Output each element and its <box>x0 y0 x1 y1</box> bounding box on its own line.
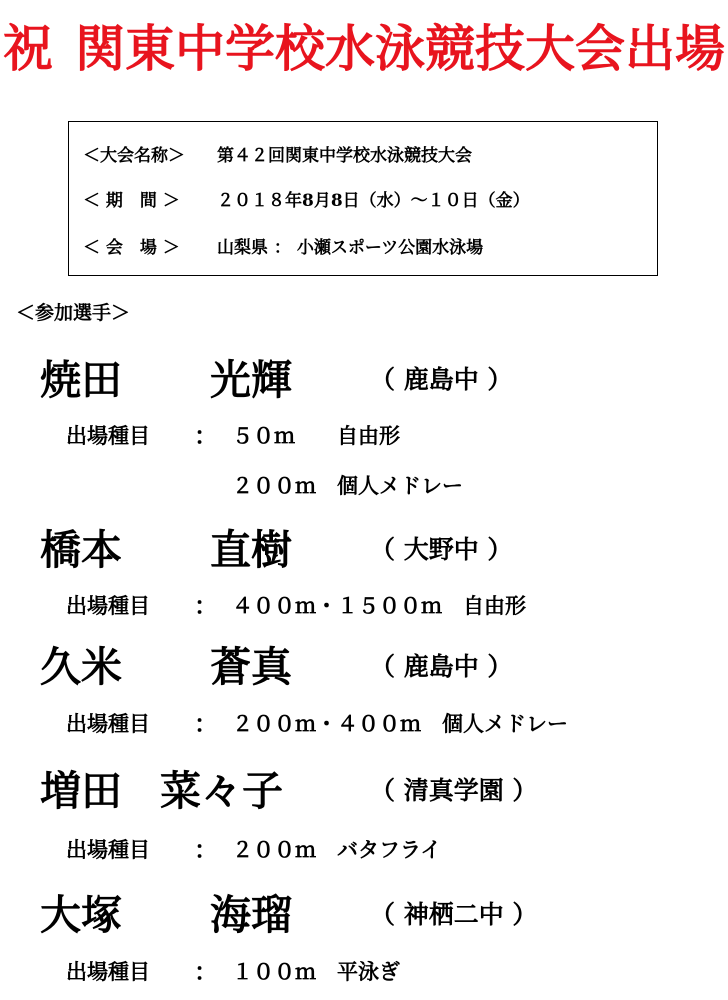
athlete-name-row <box>40 890 720 940</box>
athlete-events-row <box>66 419 716 453</box>
events-colon: ： <box>194 591 218 620</box>
tournament-info-box <box>68 121 658 276</box>
participants-heading: ＜参加選手＞ <box>16 302 131 324</box>
events-colon: ： <box>194 709 218 738</box>
events-label: 出場種目 <box>66 837 150 862</box>
event-item: ４００ｍ・１５００ｍ 自由形 <box>232 593 526 618</box>
info-row-period <box>83 189 530 213</box>
athlete-school: （ 大野中 ） <box>370 535 513 564</box>
athlete-school: （ 鹿島中 ） <box>370 365 513 394</box>
events-colon: ： <box>194 421 218 450</box>
celebration-mark: 祝 <box>3 19 53 78</box>
events-colon: ： <box>194 835 218 864</box>
events-label: 出場種目 <box>66 959 150 984</box>
athlete-name-row <box>40 525 720 575</box>
athlete-given-name: 直樹 <box>210 526 292 574</box>
athlete-family-name: 大塚 <box>40 891 122 939</box>
athlete-name-row <box>40 766 720 816</box>
info-value: 第４２回関東中学校水泳競技大会 <box>217 146 472 166</box>
events-colon: ： <box>194 957 218 986</box>
event-item: ２００ｍ 個人メドレー <box>232 473 463 498</box>
athlete-school: （ 鹿島中 ） <box>370 652 513 681</box>
athlete-school: （ 神栖二中 ） <box>370 900 538 929</box>
athlete-family-name: 久米 <box>40 643 122 691</box>
athlete-family-name: 焼田 <box>40 356 122 404</box>
athlete-given-name: 菜々子 <box>160 767 283 815</box>
athlete-given-name: 蒼真 <box>210 643 292 691</box>
events-label: 出場種目 <box>66 423 150 448</box>
info-label: ＜大会名称＞ <box>83 146 185 166</box>
athlete-given-name: 海瑠 <box>210 891 292 939</box>
athlete-events-row <box>66 707 716 741</box>
athlete-name-row <box>40 642 720 692</box>
info-row-venue <box>83 236 483 260</box>
page-title-text: 関東中学校水泳競技大会出場 <box>75 19 725 78</box>
athlete-name-row <box>40 355 720 405</box>
event-item: ２００ｍ・４００ｍ 個人メドレー <box>232 711 568 736</box>
info-label: ＜ 期 間 ＞ <box>83 191 180 211</box>
info-label: ＜ 会 場 ＞ <box>83 238 180 258</box>
athlete-school: （ 清真学園 ） <box>370 776 538 805</box>
athlete-events-row <box>66 833 716 867</box>
athlete-family-name: 橋本 <box>40 526 122 574</box>
event-item: ５０ｍ 自由形 <box>232 423 400 448</box>
event-item: １００ｍ 平泳ぎ <box>232 959 400 984</box>
info-value: 山梨県 ： 小瀬スポーツ公園水泳場 <box>217 238 484 258</box>
athlete-family-name: 増田 <box>40 767 122 815</box>
info-row-tournament-name <box>83 144 472 168</box>
athlete-events-row <box>66 589 716 623</box>
events-label: 出場種目 <box>66 711 150 736</box>
athlete-events-row <box>66 955 716 989</box>
event-item: ２００ｍ バタフライ <box>232 837 442 862</box>
events-label: 出場種目 <box>66 593 150 618</box>
page-title <box>0 14 728 84</box>
info-value: ２０１８年8月8日（水）～１０日（金） <box>217 191 530 211</box>
athlete-given-name: 光輝 <box>210 356 292 404</box>
athlete-events-row-continued <box>66 469 716 503</box>
